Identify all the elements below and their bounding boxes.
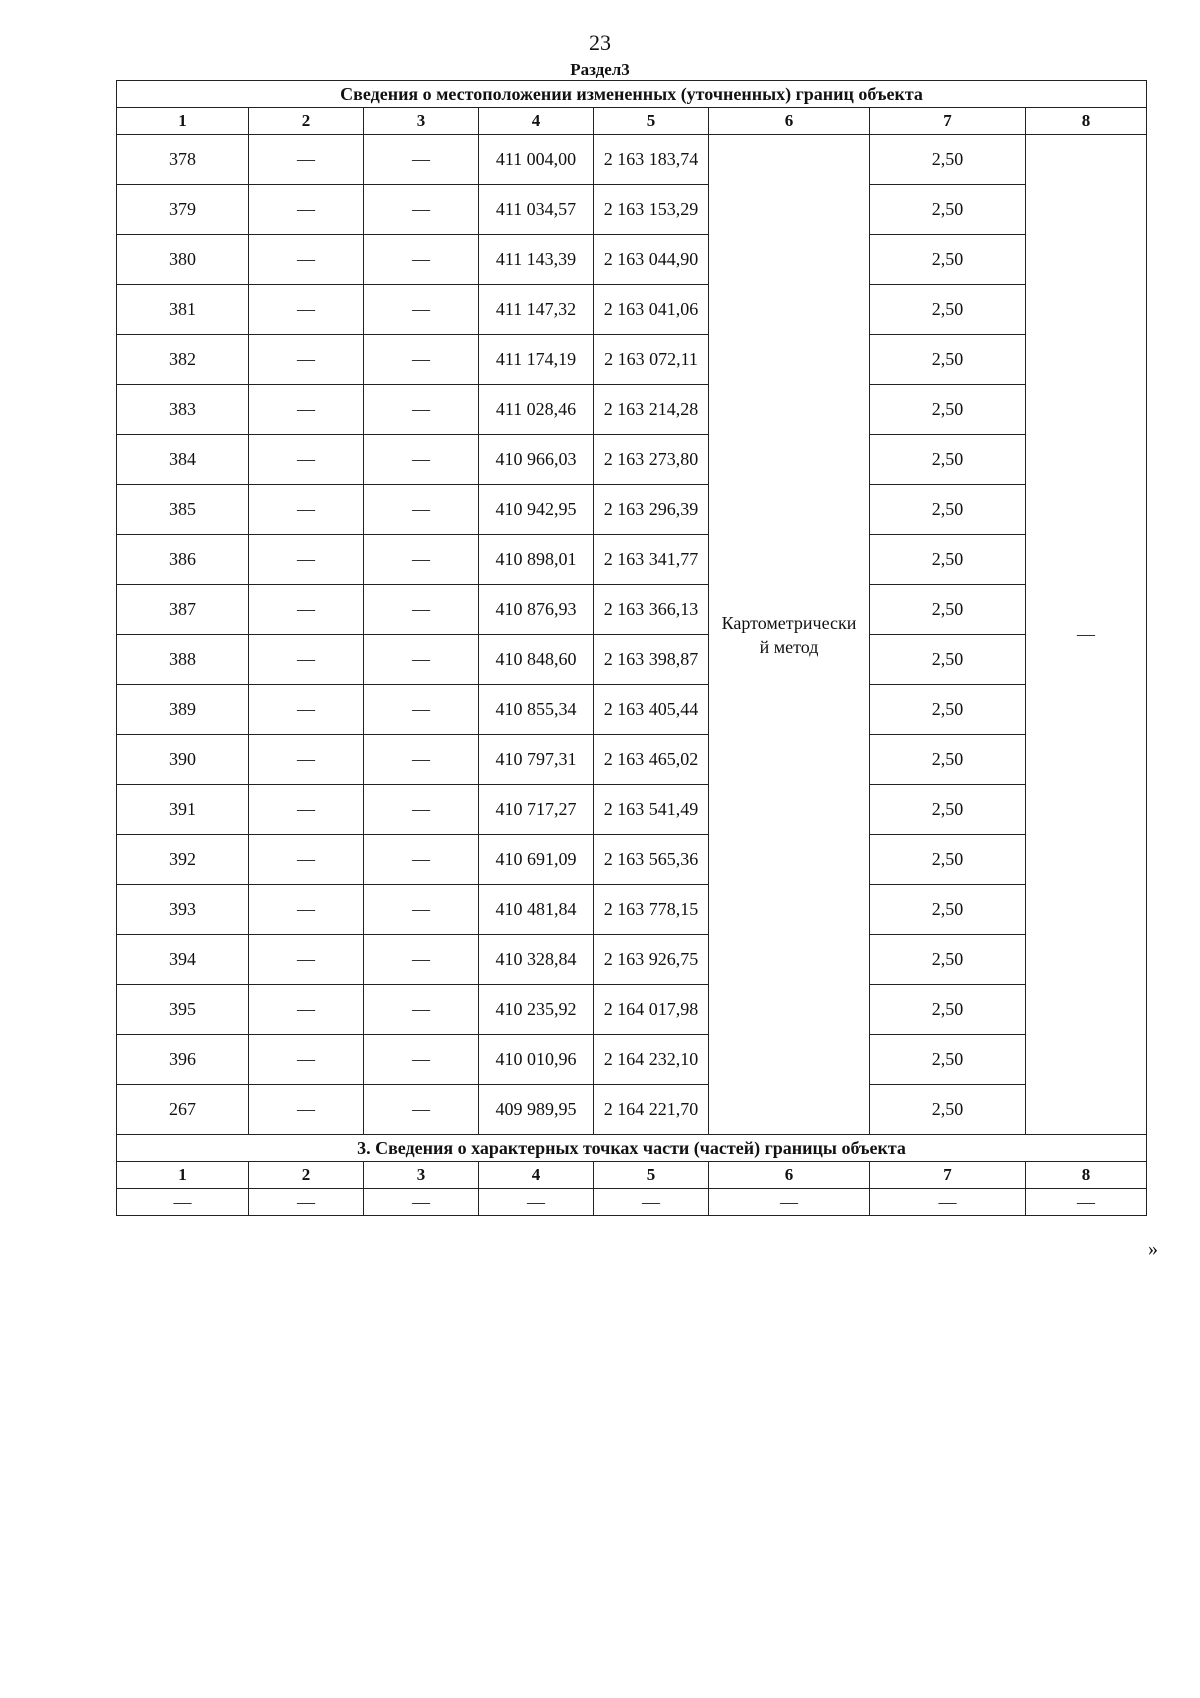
y-coordinate-cell: 2 163 041,06 [594, 285, 709, 335]
col2-cell: — [249, 735, 364, 785]
y-coordinate-cell: 2 163 541,49 [594, 785, 709, 835]
closing-quote: » [1148, 1238, 1158, 1260]
point-number-cell: 393 [117, 885, 249, 935]
accuracy-cell: 2,50 [870, 385, 1026, 435]
y-coordinate-cell: 2 163 405,44 [594, 685, 709, 735]
point-number-cell: 379 [117, 185, 249, 235]
y-coordinate-cell: 2 163 296,39 [594, 485, 709, 535]
point-number-cell: 394 [117, 935, 249, 985]
y-coordinate-cell: 2 163 366,13 [594, 585, 709, 635]
col2-cell: — [249, 235, 364, 285]
col2-cell: — [249, 635, 364, 685]
col3-cell: — [364, 1085, 479, 1135]
col3-cell: — [364, 285, 479, 335]
col3-cell: — [364, 135, 479, 185]
col3-cell: — [364, 385, 479, 435]
col3-cell: — [364, 1035, 479, 1085]
col3-cell: — [364, 185, 479, 235]
point-number-cell: 395 [117, 985, 249, 1035]
y-coordinate-cell: 2 163 926,75 [594, 935, 709, 985]
y-coordinate-cell: 2 163 778,15 [594, 885, 709, 935]
table-row [117, 435, 1147, 485]
point-number-cell: 386 [117, 535, 249, 585]
col2-cell: — [249, 685, 364, 735]
point-number-cell: 385 [117, 485, 249, 535]
x-coordinate-cell: 410 942,95 [479, 485, 594, 535]
table-row [117, 535, 1147, 585]
col2-cell: — [249, 435, 364, 485]
table-body [117, 81, 1147, 1216]
accuracy-cell: 2,50 [870, 985, 1026, 1035]
point-number-cell: 384 [117, 435, 249, 485]
table-row [117, 585, 1147, 635]
x-coordinate-cell: 411 174,19 [479, 335, 594, 385]
method-text-line1: Картометрически [721, 612, 857, 633]
empty-cell: — [117, 1189, 249, 1216]
x-coordinate-cell: 409 989,95 [479, 1085, 594, 1135]
column-header: 1 [117, 1162, 249, 1189]
x-coordinate-cell: 410 235,92 [479, 985, 594, 1035]
y-coordinate-cell: 2 164 017,98 [594, 985, 709, 1035]
empty-cell: — [249, 1189, 364, 1216]
column-header: 4 [479, 108, 594, 135]
y-coordinate-cell: 2 163 153,29 [594, 185, 709, 235]
parts-header-row [117, 1162, 1147, 1189]
col2-cell: — [249, 135, 364, 185]
x-coordinate-cell: 410 855,34 [479, 685, 594, 735]
table-row [117, 1085, 1147, 1135]
point-number-cell: 381 [117, 285, 249, 335]
table-row [117, 1035, 1147, 1085]
column-header: 7 [870, 108, 1026, 135]
table-row [117, 135, 1147, 185]
col3-cell: — [364, 485, 479, 535]
point-number-cell: 387 [117, 585, 249, 635]
empty-cell: — [364, 1189, 479, 1216]
x-coordinate-cell: 410 966,03 [479, 435, 594, 485]
x-coordinate-cell: 411 004,00 [479, 135, 594, 185]
table-row [117, 335, 1147, 385]
col2-cell: — [249, 485, 364, 535]
accuracy-cell: 2,50 [870, 535, 1026, 585]
table-row [117, 285, 1147, 335]
col2-cell: — [249, 1085, 364, 1135]
page-number: 23 [589, 30, 611, 55]
accuracy-cell: 2,50 [870, 835, 1026, 885]
col3-cell: — [364, 235, 479, 285]
x-coordinate-cell: 411 034,57 [479, 185, 594, 235]
x-coordinate-cell: 410 876,93 [479, 585, 594, 635]
column-header: 1 [117, 108, 249, 135]
section-label: Раздел3 [570, 60, 630, 79]
column-header: 2 [249, 1162, 364, 1189]
accuracy-cell: 2,50 [870, 335, 1026, 385]
empty-cell: — [870, 1189, 1026, 1216]
table-row [117, 985, 1147, 1035]
point-number-cell: 382 [117, 335, 249, 385]
x-coordinate-cell: 411 147,32 [479, 285, 594, 335]
x-coordinate-cell: 410 481,84 [479, 885, 594, 935]
point-number-cell: 380 [117, 235, 249, 285]
point-number-cell: 383 [117, 385, 249, 435]
col3-cell: — [364, 935, 479, 985]
empty-cell: — [479, 1189, 594, 1216]
col3-cell: — [364, 785, 479, 835]
column-header: 6 [709, 1162, 870, 1189]
point-number-cell: 267 [117, 1085, 249, 1135]
col2-cell: — [249, 935, 364, 985]
x-coordinate-cell: 410 010,96 [479, 1035, 594, 1085]
y-coordinate-cell: 2 163 072,11 [594, 335, 709, 385]
col2-cell: — [249, 285, 364, 335]
col3-cell: — [364, 535, 479, 585]
x-coordinate-cell: 410 797,31 [479, 735, 594, 785]
accuracy-cell: 2,50 [870, 685, 1026, 735]
col2-cell: — [249, 335, 364, 385]
table-row [117, 885, 1147, 935]
col3-cell: — [364, 685, 479, 735]
table-row [117, 935, 1147, 985]
accuracy-cell: 2,50 [870, 1085, 1026, 1135]
column-header: 7 [870, 1162, 1026, 1189]
x-coordinate-cell: 411 028,46 [479, 385, 594, 435]
y-coordinate-cell: 2 164 221,70 [594, 1085, 709, 1135]
method-text-line2: й метод [759, 636, 819, 657]
col3-cell: — [364, 335, 479, 385]
y-coordinate-cell: 2 163 273,80 [594, 435, 709, 485]
col3-cell: — [364, 635, 479, 685]
method-cell [709, 135, 870, 1135]
x-coordinate-cell: 410 328,84 [479, 935, 594, 985]
col3-cell: — [364, 585, 479, 635]
point-number-cell: 390 [117, 735, 249, 785]
col2-cell: — [249, 785, 364, 835]
column-header: 8 [1026, 108, 1147, 135]
boundary-table [116, 80, 1147, 1216]
y-coordinate-cell: 2 163 183,74 [594, 135, 709, 185]
empty-cell: — [709, 1189, 870, 1216]
y-coordinate-cell: 2 163 341,77 [594, 535, 709, 585]
accuracy-cell: 2,50 [870, 485, 1026, 535]
point-number-cell: 391 [117, 785, 249, 835]
column-header: 3 [364, 108, 479, 135]
accuracy-cell: 2,50 [870, 435, 1026, 485]
x-coordinate-cell: 410 898,01 [479, 535, 594, 585]
col3-cell: — [364, 835, 479, 885]
y-coordinate-cell: 2 163 465,02 [594, 735, 709, 785]
column-header: 5 [594, 108, 709, 135]
accuracy-cell: 2,50 [870, 1035, 1026, 1085]
col2-cell: — [249, 985, 364, 1035]
accuracy-cell: 2,50 [870, 185, 1026, 235]
empty-cell: — [1026, 1189, 1147, 1216]
col2-cell: — [249, 1035, 364, 1085]
col3-cell: — [364, 985, 479, 1035]
col3-cell: — [364, 435, 479, 485]
col2-cell: — [249, 535, 364, 585]
empty-cell: — [594, 1189, 709, 1216]
parts-empty-row [117, 1189, 1147, 1216]
accuracy-cell: 2,50 [870, 885, 1026, 935]
parts-table-title: 3. Сведения о характерных точках части (частей) границы объекта [117, 1135, 1147, 1162]
y-coordinate-cell: 2 163 214,28 [594, 385, 709, 435]
point-number-cell: 392 [117, 835, 249, 885]
point-number-cell: 396 [117, 1035, 249, 1085]
column-header: 3 [364, 1162, 479, 1189]
y-coordinate-cell: 2 163 044,90 [594, 235, 709, 285]
col2-cell: — [249, 885, 364, 935]
table-row [117, 485, 1147, 535]
x-coordinate-cell: 410 691,09 [479, 835, 594, 885]
point-number-cell: 389 [117, 685, 249, 735]
table-title: Сведения о местоположении измененных (уточненных) границ объекта [117, 81, 1147, 108]
accuracy-cell: 2,50 [870, 735, 1026, 785]
col2-cell: — [249, 585, 364, 635]
y-coordinate-cell: 2 163 398,87 [594, 635, 709, 685]
col8-cell: — [1026, 135, 1147, 1135]
column-header: 4 [479, 1162, 594, 1189]
point-number-cell: 388 [117, 635, 249, 685]
table-row [117, 635, 1147, 685]
accuracy-cell: 2,50 [870, 235, 1026, 285]
col2-cell: — [249, 835, 364, 885]
col3-cell: — [364, 735, 479, 785]
x-coordinate-cell: 411 143,39 [479, 235, 594, 285]
col3-cell: — [364, 885, 479, 935]
x-coordinate-cell: 410 848,60 [479, 635, 594, 685]
table-row [117, 735, 1147, 785]
header-row [117, 108, 1147, 135]
table-row [117, 385, 1147, 435]
table-row [117, 685, 1147, 735]
col2-cell: — [249, 185, 364, 235]
accuracy-cell: 2,50 [870, 285, 1026, 335]
accuracy-cell: 2,50 [870, 785, 1026, 835]
table-row [117, 785, 1147, 835]
table-row [117, 835, 1147, 885]
table-row [117, 235, 1147, 285]
accuracy-cell: 2,50 [870, 935, 1026, 985]
accuracy-cell: 2,50 [870, 635, 1026, 685]
y-coordinate-cell: 2 163 565,36 [594, 835, 709, 885]
column-header: 2 [249, 108, 364, 135]
y-coordinate-cell: 2 164 232,10 [594, 1035, 709, 1085]
col2-cell: — [249, 385, 364, 435]
point-number-cell: 378 [117, 135, 249, 185]
accuracy-cell: 2,50 [870, 585, 1026, 635]
column-header: 8 [1026, 1162, 1147, 1189]
x-coordinate-cell: 410 717,27 [479, 785, 594, 835]
accuracy-cell: 2,50 [870, 135, 1026, 185]
column-header: 6 [709, 108, 870, 135]
column-header: 5 [594, 1162, 709, 1189]
table-row [117, 185, 1147, 235]
